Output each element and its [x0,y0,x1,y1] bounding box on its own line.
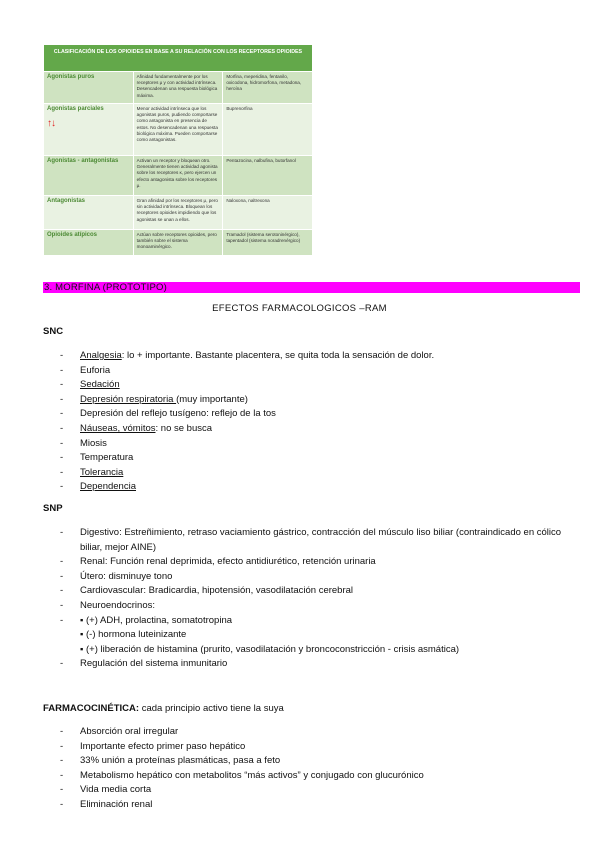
list-item: - Neuroendocrinos: [43,599,573,614]
list-item [43,393,573,408]
table-cell: Buprenorfina [223,104,313,156]
pk-text: cada principio activo tiene la suya [139,703,284,714]
list-item: - Metabolismo hepático con metabolitos “más activos” y conjugado con glucurónico [43,769,573,784]
list-item [43,451,573,466]
snp-heading: SNP [43,503,63,514]
sublist-item: ▪ (-) hormona luteinizante [80,629,187,641]
table-row [44,72,313,104]
neuro-sublist [80,614,573,658]
list-item: - Regulación del sistema inmunitario [43,657,573,672]
list-item-underlined: Depresión respiratoria [80,393,177,405]
list-item: - Renal: Función renal deprimida, efecto antidiurético, retención urinaria [43,555,573,570]
table-cell: Tramadol (sistema serotoninérgico), tapentadol (sistema noradrenérgico) [223,230,313,256]
table-cell: Agonistas - antagonistas [44,156,134,196]
opioid-classification-table [43,44,313,256]
table-cell: Afinidad fundamentalmente por los receptores μ y con actividad intrínseca. Desencadenan una respuesta biológica máxima. [133,72,223,104]
snc-heading: SNC [43,326,64,337]
table-cell: Menor actividad intrínseca que los agonistas puros, pudiendo comportarse como antagonista en presencia de estos. No desencadenan una respuesta biológica máxima. Pueden comportarse como antagonistas. [133,104,223,156]
list-item: - Importante efecto primer paso hepático [43,740,573,755]
pk-heading-line [43,703,284,714]
table-cell: Morfina, meperidina, fentanilo, oxicodona, hidromorfona, metadona, heroína [223,72,313,104]
list-item: - Vida media corta [43,783,573,798]
section-header: 3. MORFINA (PROTOTIPO) [43,282,580,293]
list-item [43,407,573,422]
list-item-underlined: Analgesia [80,350,122,361]
list-item: - Útero: disminuye tono [43,570,573,585]
list-item-underlined: Dependencia [80,481,136,493]
table-cell: Gran afinidad por los receptores μ, pero sin actividad intrínseca. Bloquean los receptores opioides impidiendo que los agonistas se unan a ellos. [133,196,223,230]
snc-list [43,349,573,495]
table-cell [44,104,134,156]
list-item-text: Miosis [80,437,107,449]
table-cell: Activan un receptor y bloquean otro. Generalmente tienen actividad agonista sobre los receptores κ, pero ejercen un efecto antagonista sobre los receptores μ. [133,156,223,196]
table-header: CLASIFICACIÓN DE LOS OPIOIDES EN BASE A SU RELACIÓN CON LOS RECEPTORES OPIOIDES [44,45,313,72]
page-title: EFECTOS FARMACOLOGICOS –RAM [212,303,387,314]
list-item-text: : lo + importante. Bastante placentera, se quita toda la sensación de dolor. [121,350,435,361]
list-item [43,437,573,452]
list-item-text: Temperatura [80,452,134,464]
list-item-sublist [43,614,573,658]
table-row [44,156,313,196]
list-item-text: Depresión del reflejo tusígeno: reflejo de la tos [80,408,276,420]
up-down-arrows-icon: ↑↓ [47,117,55,129]
table-cell: Opioides atípicos [44,230,134,256]
list-item [43,480,573,495]
list-item: - Absorción oral irregular [43,725,573,740]
list-item [43,466,573,481]
table-row [44,230,313,256]
list-item-underlined: Tolerancia [80,466,124,478]
list-item [43,349,573,364]
table-cell: Antagonistas [44,196,134,230]
list-item-underlined: Náuseas, vómitos [80,422,156,434]
list-item: - Cardiovascular: Bradicardia, hipotensión, vasodilatación cerebral [43,584,573,599]
list-item [43,378,573,393]
table-row [44,104,313,156]
sublist-item: - ▪ (+) ADH, prolactina, somatotropina [80,614,233,626]
table-cell: Actúan sobre receptores opioides, pero también sobre el sistema monoaminérgico. [133,230,223,256]
table-cell: Pentazocina, nalbufina, butorfanol [223,156,313,196]
table-cell: Naloxona, naltrexona [223,196,313,230]
list-item: - 33% unión a proteínas plasmáticas, pasa a feto [43,754,573,769]
list-item: - Digestivo: Estreñimiento, retraso vaciamiento gástrico, contracción del músculo liso biliar (contraindicado en cólico biliar, mejor AINE) [43,526,573,555]
snp-list [43,526,573,672]
table-cell: Agonistas puros [44,72,134,104]
list-item-underlined: Sedación [80,379,120,391]
list-item-text: Euforia [80,364,111,376]
table-row [44,196,313,230]
pk-list [43,725,573,813]
list-item: - Eliminación renal [43,798,573,813]
list-item-text: : no se busca [155,422,213,434]
pk-label: FARMACOCINÉTICA: [43,703,140,714]
sublist-item: ▪ (+) liberación de histamina (prurito, vasodilatación y broncoconstricción - crisis asmática) [80,643,460,655]
table-cell-label: Agonistas parciales [47,106,104,112]
list-item-text: (muy importante) [176,393,248,405]
list-item [43,364,573,379]
list-item [43,422,573,437]
